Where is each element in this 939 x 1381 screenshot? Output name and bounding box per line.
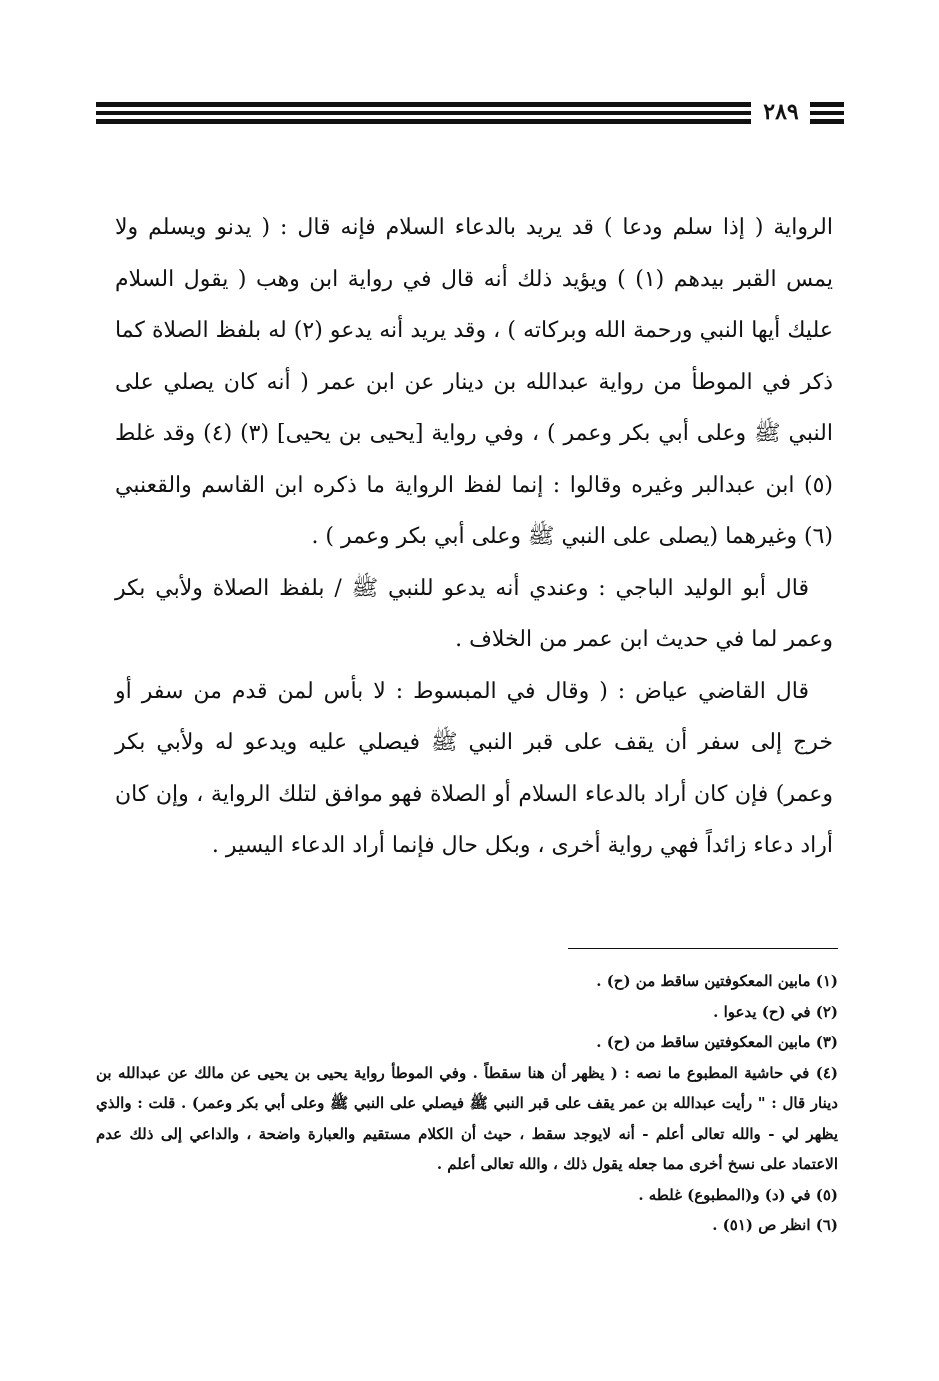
footnote-separator <box>568 948 838 949</box>
page-number: ٢٨٩ <box>763 99 799 125</box>
footnote: (٤) في حاشية المطبوع ما نصه : ( يظهر أن هنا سقطاً . وفي الموطأ رواية يحيى بن يحيى عن مالك عن عبدالله بن دينار قال : " رأيت عبدالله بن عمر يقف على قبر النبي ﷺ فيصلي على النبي ﷺ وعلى أبي بكر وعمر) . قلت : والذي يظهر لي - والله تعالى أعلم - أنه لايوجد سقط ، حيث أن الكلام مستقيم والعبارة واضحة ، والداعي إلى ذلك عدم الاعتماد على نسخ أخرى مما جعله يقول ذلك ، والله تعالى أعلم . <box>96 1063 838 1173</box>
paragraph: الرواية ( إذا سلم ودعا ) قد يريد بالدعاء السلام فإنه قال : ( يدنو ويسلم ولا يمس القبر بيدهم (١) ) ويؤيد ذلك أنه قال في رواية ابن وهب ( يقول السلام عليك أيها النبي ورحمة الله وبركاته ) ، وقد يريد أنه يدعو (٢) له بلفظ الصلاة كما ذكر في الموطأ من رواية عبدالله بن دينار عن ابن عمر ( أنه كان يصلي على النبي ﷺ وعلى أبي بكر وعمر ) ، وفي رواية [يحيى بن يحيى] (٣) (٤) وقد غلط (٥) ابن عبدالبر وغيره وقالوا : إنما لفظ الرواية ما ذكره ابن القاسم والقعنبي (٦) وغيرهما (يصلى على النبي ﷺ وعلى أبي بكر وعمر ) . <box>115 215 833 549</box>
header-rule <box>810 111 844 115</box>
footnote: (٣) مابين المعكوفتين ساقط من (ح) . <box>596 1033 838 1051</box>
footnote: (٥) في (د) و(المطبوع) غلطه . <box>638 1185 838 1204</box>
main-text <box>115 202 833 872</box>
header-rule <box>810 102 844 107</box>
header-rule <box>96 111 751 115</box>
footnote: (٦) انظر ص (٥١) . <box>712 1216 838 1234</box>
footnote: (٢) في (ح) يدعوا . <box>713 1002 838 1021</box>
header-rule <box>96 102 751 107</box>
header-rule <box>810 119 844 124</box>
footnote: (١) مابين المعكوفتين ساقط من (ح) . <box>596 972 838 990</box>
paragraph: قال القاضي عياض : ( وقال في المبسوط : لا بأس لمن قدم من سفر أو خرج إلى سفر أن يقف على قبر النبي ﷺ فيصلي عليه ويدعو له ولأبي بكر وعمر) فإن كان أراد بالدعاء السلام أو الصلاة فهو موافق لتلك الرواية ، وإن كان أراد دعاء زائداً فهي رواية أخرى ، وبكل حال فإنما أراد الدعاء اليسير . <box>115 678 834 858</box>
paragraph: قال أبو الوليد الباجي : وعندي أنه يدعو للنبي ﷺ / بلفظ الصلاة ولأبي بكر وعمر لما في حديث ابن عمر من الخلاف . <box>115 575 833 652</box>
footnotes <box>96 966 838 1241</box>
header-rule <box>96 119 751 124</box>
page-header <box>96 100 844 126</box>
